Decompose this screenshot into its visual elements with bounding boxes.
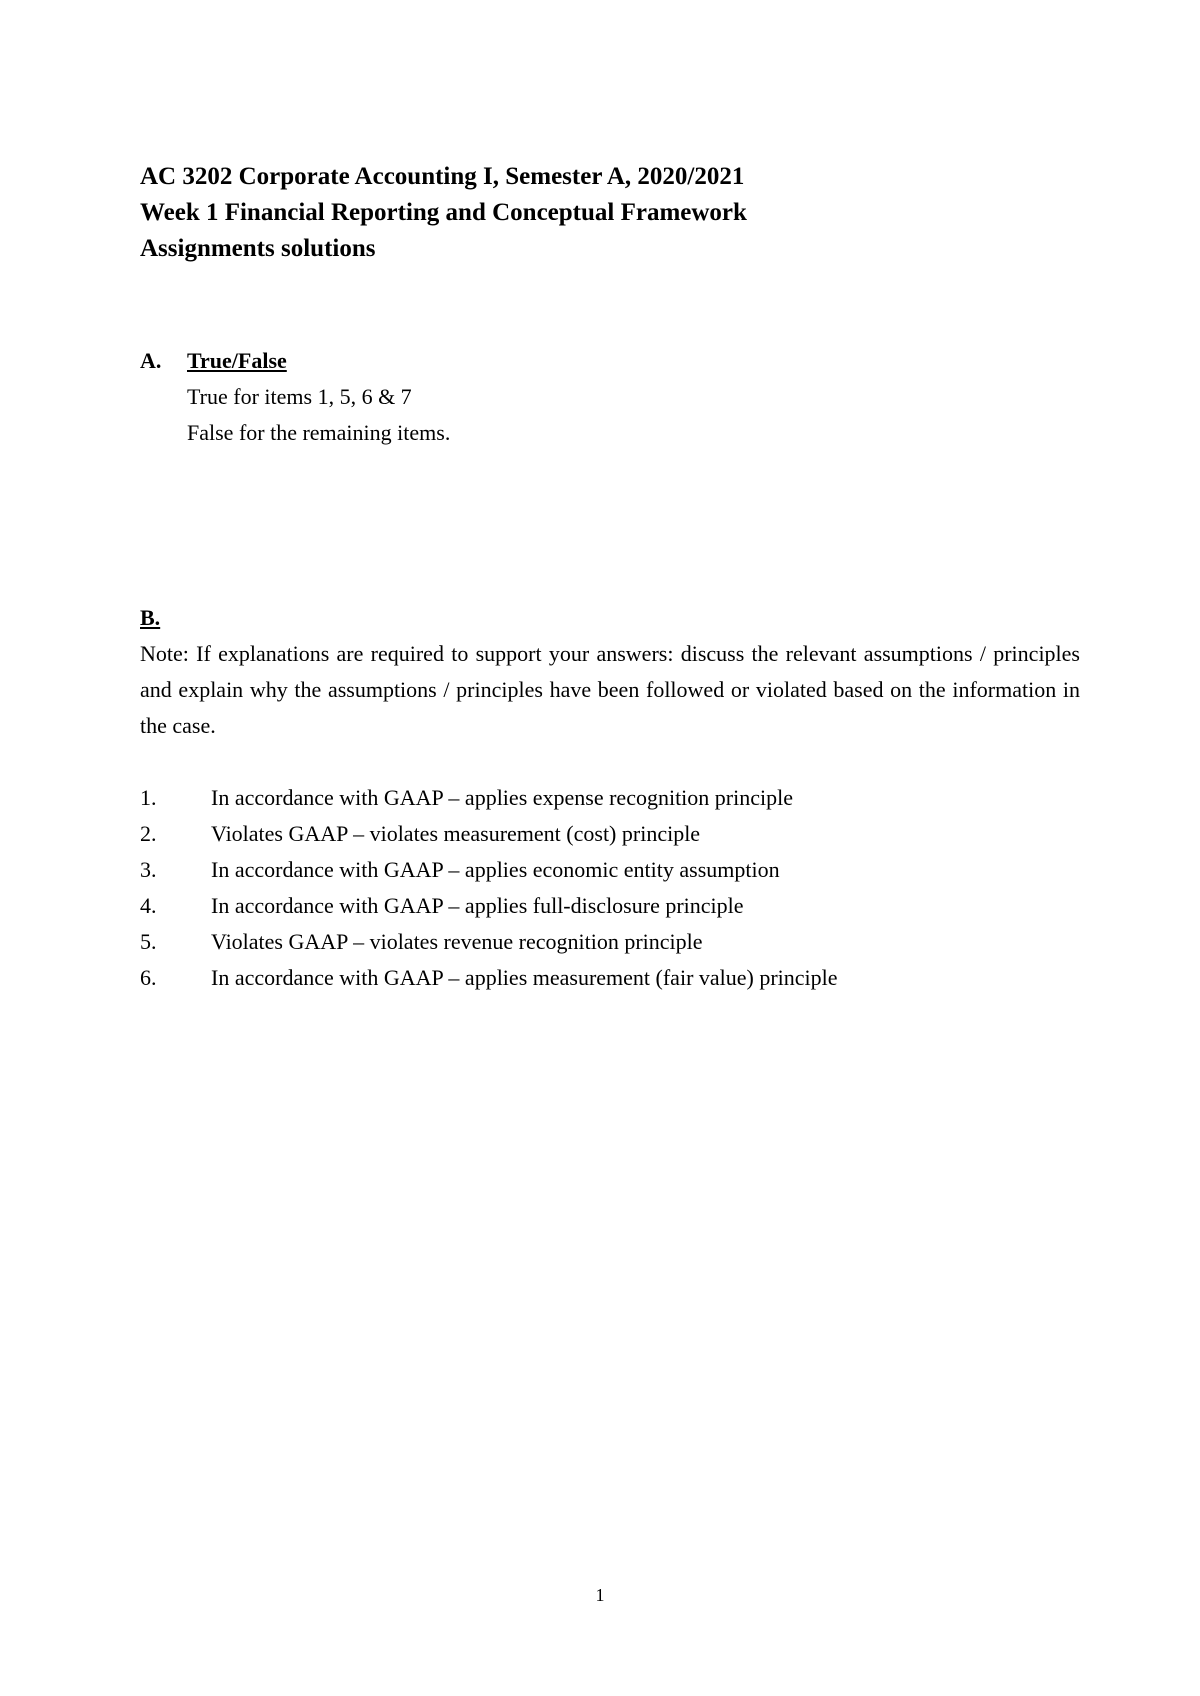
page-number: 1 bbox=[595, 1585, 605, 1605]
section-b bbox=[140, 600, 1080, 996]
course-title: AC 3202 Corporate Accounting I, Semester A, 2020/2021 bbox=[140, 163, 745, 190]
answer-text: In accordance with GAAP – applies economic entity assumption bbox=[211, 857, 780, 882]
section-a bbox=[140, 343, 1100, 451]
answer-item bbox=[140, 960, 1080, 996]
section-b-note: Note: If explanations are required to support your answers: discuss the relevant assumptions / principles and explain why the assumptions / principles have been followed or violated based on the information in the case. bbox=[140, 641, 1080, 738]
answer-text: Violates GAAP – violates measurement (cost) principle bbox=[211, 821, 701, 846]
answer-item bbox=[140, 852, 1080, 888]
answer-item bbox=[140, 888, 1080, 924]
answer-item bbox=[140, 780, 1080, 816]
answer-number: 3. bbox=[140, 857, 157, 882]
answer-number: 1. bbox=[140, 785, 157, 810]
document-header bbox=[140, 159, 1100, 267]
section-a-letter: A. bbox=[140, 348, 162, 373]
week-title: Week 1 Financial Reporting and Conceptual Framework bbox=[140, 199, 747, 226]
answer-text: In accordance with GAAP – applies expense recognition principle bbox=[211, 785, 793, 810]
answer-item bbox=[140, 924, 1080, 960]
section-a-false-line: False for the remaining items. bbox=[187, 420, 451, 445]
section-a-title: True/False bbox=[187, 348, 287, 373]
answer-item bbox=[140, 816, 1080, 852]
section-a-true-line: True for items 1, 5, 6 & 7 bbox=[187, 384, 412, 409]
answer-text: In accordance with GAAP – applies full-disclosure principle bbox=[211, 893, 744, 918]
answer-number: 2. bbox=[140, 821, 157, 846]
answer-number: 4. bbox=[140, 893, 157, 918]
answer-number: 6. bbox=[140, 965, 157, 990]
answer-number: 5. bbox=[140, 929, 157, 954]
answer-text: In accordance with GAAP – applies measurement (fair value) principle bbox=[211, 965, 838, 990]
answer-list bbox=[140, 780, 1080, 996]
section-b-heading: B. bbox=[140, 605, 161, 630]
section-a-heading bbox=[140, 343, 1100, 379]
assignment-title: Assignments solutions bbox=[140, 235, 376, 262]
answer-text: Violates GAAP – violates revenue recognition principle bbox=[211, 929, 703, 954]
